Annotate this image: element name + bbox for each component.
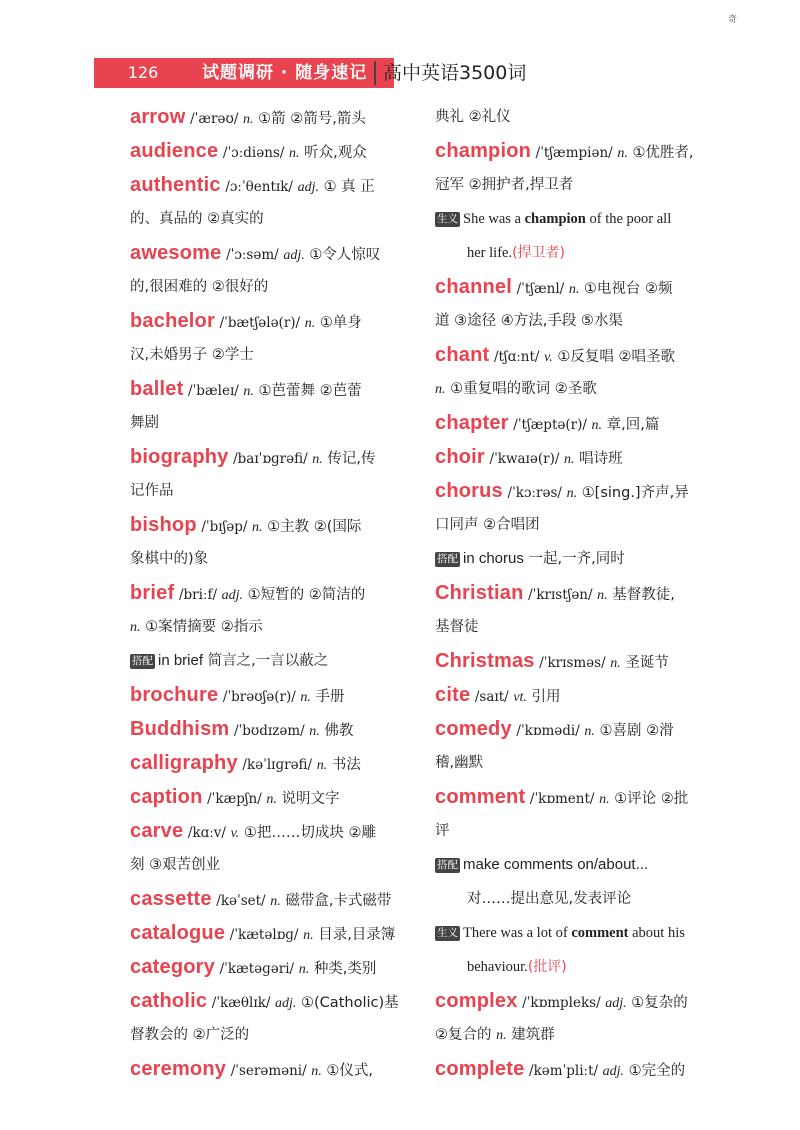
page-number: 126: [127, 63, 159, 82]
definition: ①喜剧 ②滑: [599, 723, 674, 739]
phonetic: /ˈserəməni/: [230, 1063, 307, 1079]
word-entry: [130, 134, 415, 168]
part-of-speech: n.: [311, 1064, 322, 1079]
definition-continued: 典礼 ②礼仪: [435, 109, 511, 125]
definition-continued: 的、真品的 ②真实的: [130, 211, 264, 227]
phonetic: /ˈbætʃələ(r)/: [219, 315, 301, 331]
definition: 手册: [315, 689, 345, 705]
book-title: 高中英语3500词: [383, 62, 527, 84]
phonetic: /ˈbrəʊʃə(r)/: [222, 689, 296, 705]
part-of-speech: n.: [270, 894, 281, 909]
headword: catholic: [130, 990, 208, 1012]
part-of-speech: n.: [289, 146, 300, 161]
headword: arrow: [130, 106, 186, 128]
phonetic: /kəˈset/: [216, 893, 266, 909]
part-of-speech: n.: [316, 758, 328, 773]
example-line: [435, 916, 730, 950]
word-entry: [435, 984, 730, 1018]
part-of-speech: n.: [564, 452, 575, 467]
part-of-speech: n.: [303, 928, 314, 943]
definition: ①箭 ②箭号,箭头: [258, 111, 366, 127]
word-entry: [130, 100, 415, 134]
headword: caption: [130, 786, 203, 808]
word-entry: [435, 576, 730, 610]
word-entry: [130, 1052, 415, 1086]
phonetic: /kɑːv/: [187, 825, 226, 841]
definition: 引用: [531, 689, 561, 705]
word-entry: [130, 814, 415, 848]
entry-line: [130, 202, 415, 236]
definition: ①主教 ②(国际: [267, 519, 362, 535]
headword: complete: [435, 1058, 525, 1080]
headword: chapter: [435, 412, 509, 434]
word-entry: [130, 372, 415, 406]
part-of-speech: adj.: [602, 1064, 625, 1079]
phonetic: /tʃɑːnt/: [493, 349, 540, 365]
entry-line: [130, 406, 415, 440]
extended-meaning-tag: 生义: [437, 213, 458, 225]
headword: biography: [130, 446, 229, 468]
example-keyword: comment: [571, 925, 629, 941]
headword: channel: [435, 276, 512, 298]
phonetic: /ˈbʊdɪzəm/: [233, 723, 305, 739]
definition: ①单身: [319, 315, 362, 331]
entry-line: [130, 474, 415, 508]
headword: champion: [435, 140, 532, 162]
phonetic: /ˈtʃænl/: [516, 281, 565, 297]
phonetic: /ˈkɒmədi/: [516, 723, 580, 739]
part-of-speech: n.: [312, 452, 323, 467]
part-of-speech: n.: [599, 792, 610, 807]
definition-continued: 记作品: [130, 483, 174, 499]
word-entry: [435, 1052, 730, 1086]
word-entry: [435, 338, 730, 372]
part-of-speech: n.: [597, 588, 608, 603]
definition: 章,回,篇: [606, 417, 660, 433]
headword: ballet: [130, 378, 184, 400]
definition: ①令人惊叹: [309, 247, 381, 263]
word-entry: [435, 270, 730, 304]
headword: authentic: [130, 174, 221, 196]
phonetic: /ˈkɒment/: [529, 791, 595, 807]
definition: 书法: [331, 757, 361, 773]
series-title: 试题调研 · 随身速记: [202, 63, 368, 83]
example-text: There was a lot of: [463, 925, 572, 941]
definition: ①仪式,: [326, 1063, 374, 1079]
collocation-tag: 搭配: [437, 553, 458, 565]
definition: ①完全的: [628, 1063, 686, 1079]
definition-continued: 评: [435, 823, 450, 839]
part-of-speech: adj.: [221, 588, 244, 603]
word-entry: [130, 304, 415, 338]
corner-mark: 奇: [728, 15, 738, 25]
word-entry: [130, 950, 415, 984]
headword: choir: [435, 446, 485, 468]
collocation-phrase: in chorus: [463, 550, 524, 567]
part-of-speech: n.: [130, 620, 141, 635]
header-divider: [374, 61, 376, 85]
word-entry: [130, 984, 415, 1018]
phonetic: /kəmˈpliːt/: [529, 1063, 599, 1079]
phonetic: /ˈkɒmpleks/: [522, 995, 601, 1011]
collocation-line: [130, 644, 415, 678]
definition: 听众,观众: [304, 145, 367, 161]
part-of-speech: n.: [300, 690, 311, 705]
collocation-gloss: 简言之,一言以蔽之: [207, 653, 329, 669]
phonetic: /ˈkrɪstʃən/: [528, 587, 593, 603]
entry-line: [130, 542, 415, 576]
headword: audience: [130, 140, 219, 162]
word-entry: [435, 406, 730, 440]
headword: category: [130, 956, 215, 978]
entry-line: [435, 100, 730, 134]
word-entry: [435, 134, 730, 168]
definition-continued: 对……提出意见,发表评论: [467, 891, 632, 907]
definition-continued: 刻 ③艰苦创业: [130, 857, 221, 873]
definition-continued: 汉,未婚男子 ②学士: [130, 347, 254, 363]
word-entry: [435, 474, 730, 508]
definition: 种类,类别: [313, 961, 377, 977]
entry-line: [130, 610, 415, 644]
phonetic: /ɔːˈθentɪk/: [225, 179, 293, 195]
entry-line: [130, 270, 415, 304]
definition: 唱诗班: [579, 451, 623, 467]
entry-line: [130, 848, 415, 882]
definition: ①反复唱 ②唱圣歌: [557, 349, 675, 365]
right-column: [435, 100, 730, 1086]
definition-continued: 冠军 ②拥护者,捍卫者: [435, 177, 574, 193]
phonetic: /ˈkætəɡəri/: [219, 961, 295, 977]
definition: ①优胜者,: [632, 145, 694, 161]
entry-line: [435, 508, 730, 542]
example-text: behaviour.: [467, 959, 528, 975]
headword: bishop: [130, 514, 197, 536]
part-of-speech: adj.: [605, 996, 627, 1011]
definition-continued: ②复合的: [435, 1027, 492, 1043]
headword: Christian: [435, 582, 524, 604]
definition-continued: ①重复唱的歌词 ②圣歌: [450, 381, 597, 397]
definition: 目录,目录簿: [318, 927, 396, 943]
definition-continued: 口同声 ②合唱团: [435, 517, 540, 533]
word-entry: [130, 678, 415, 712]
example-sentence: [463, 211, 671, 227]
entry-line: [435, 168, 730, 202]
part-of-speech: vt.: [513, 690, 527, 705]
definition: 说明文字: [281, 791, 340, 807]
part-of-speech: n.: [435, 382, 446, 397]
part-of-speech: n.: [610, 656, 621, 671]
word-entry: [130, 508, 415, 542]
headword: comedy: [435, 718, 512, 740]
example-line: [435, 236, 730, 270]
definition-continued: 稽,幽默: [435, 755, 484, 771]
example-keyword: champion: [524, 211, 586, 227]
part-of-speech: n.: [298, 962, 310, 977]
part-of-speech: n.: [617, 146, 628, 161]
example-text: She was a: [463, 211, 525, 227]
phonetic: /ˈkæpʃn/: [207, 791, 262, 807]
phonetic: /ˈærəʊ/: [190, 111, 239, 127]
collocation-tag: 搭配: [132, 655, 153, 667]
definition: 磁带盒,卡式磁带: [285, 893, 392, 909]
collocation-line: [435, 848, 730, 882]
headword: catalogue: [130, 922, 226, 944]
phonetic: /kəˈlɪɡrəfi/: [242, 757, 313, 773]
phonetic: /ˈkæθlɪk/: [211, 995, 271, 1011]
example-text: about his: [628, 925, 685, 941]
entry-line: [435, 882, 730, 916]
word-entry: [435, 440, 730, 474]
collocation-gloss: 一起,一齐,同时: [528, 551, 625, 567]
definition: 圣诞节: [625, 655, 669, 671]
part-of-speech: adj.: [283, 248, 305, 263]
part-of-speech: n.: [568, 282, 580, 297]
part-of-speech: n.: [243, 112, 254, 127]
entry-line: [435, 304, 730, 338]
entry-line: [130, 1018, 415, 1052]
part-of-speech: n.: [252, 520, 263, 535]
part-of-speech: v.: [230, 826, 240, 841]
phonetic: /ˈtʃæmpiən/: [535, 145, 613, 161]
definition-continued: 道 ③途径 ④方法,手段 ⑤水渠: [435, 313, 623, 329]
example-text: her life.: [467, 245, 513, 261]
collocation-phrase: in brief: [158, 652, 204, 669]
example-text: of the poor all: [585, 211, 672, 227]
part-of-speech: n.: [243, 384, 254, 399]
headword: cassette: [130, 888, 212, 910]
definition: 建筑群: [511, 1027, 555, 1043]
phonetic: /ˈtʃæptə(r)/: [513, 417, 587, 433]
word-entry: [130, 236, 415, 270]
part-of-speech: n.: [304, 316, 316, 331]
phonetic: /saɪt/: [474, 689, 509, 705]
headword: Christmas: [435, 650, 535, 672]
phonetic: /baɪˈɒɡrəfi/: [233, 451, 308, 467]
example-sentence: [463, 925, 685, 941]
definition-continued: 基督徒: [435, 619, 479, 635]
definition: 基督教徒,: [612, 587, 675, 603]
page-header: [0, 58, 800, 92]
headword: brief: [130, 582, 175, 604]
collocation-line: [435, 542, 730, 576]
part-of-speech: n.: [584, 724, 595, 739]
headword: brochure: [130, 684, 219, 706]
headword: comment: [435, 786, 526, 808]
phonetic: /ˈkrɪsməs/: [539, 655, 606, 671]
example-line: [435, 202, 730, 236]
word-entry: [435, 644, 730, 678]
definition: 传记,传: [327, 451, 376, 467]
definition: ①[sing.]齐声,异: [581, 485, 689, 501]
phonetic: /ˈkɔːrəs/: [507, 485, 562, 501]
definition: ①芭蕾舞 ②芭蕾: [258, 383, 362, 399]
definition: ①短暂的 ②简洁的: [247, 587, 366, 603]
phonetic: /ˈɔːdiəns/: [222, 145, 285, 161]
word-entry: [435, 678, 730, 712]
meaning-note: (批评): [527, 959, 567, 975]
entry-line: [130, 338, 415, 372]
word-entry: [435, 780, 730, 814]
definition: ①电视台 ②频: [583, 281, 673, 297]
headword: awesome: [130, 242, 222, 264]
word-entry: [435, 712, 730, 746]
meaning-note: (捍卫者): [512, 245, 566, 261]
definition: ① 真 正: [323, 179, 375, 195]
part-of-speech: n.: [309, 724, 320, 739]
definition-continued: 的,很困难的 ②很好的: [130, 279, 269, 295]
part-of-speech: adj.: [297, 180, 319, 195]
entry-line: [435, 746, 730, 780]
definition-continued: 舞剧: [130, 415, 159, 431]
phonetic: /ˈɔːsəm/: [226, 247, 279, 263]
headword: cite: [435, 684, 471, 706]
definition: ①(Catholic)基: [301, 995, 399, 1011]
word-entry: [130, 780, 415, 814]
word-entry: [130, 440, 415, 474]
headword: carve: [130, 820, 184, 842]
left-column: [130, 100, 415, 1086]
part-of-speech: n.: [591, 418, 603, 433]
headword: calligraphy: [130, 752, 238, 774]
part-of-speech: v.: [544, 350, 553, 365]
headword: chant: [435, 344, 490, 366]
headword: complex: [435, 990, 518, 1012]
definition: ①把……切成块 ②雕: [243, 825, 377, 841]
entry-line: [435, 610, 730, 644]
definition-continued: 象棋中的)象: [130, 551, 209, 567]
phonetic: /ˈbæleɪ/: [188, 383, 239, 399]
part-of-speech: n.: [566, 486, 578, 501]
headword: bachelor: [130, 310, 215, 332]
entry-line: [435, 1018, 730, 1052]
phonetic: /ˈbɪʃəp/: [201, 519, 248, 535]
word-entry: [130, 576, 415, 610]
part-of-speech: n.: [496, 1028, 507, 1043]
collocation-tag: 搭配: [437, 859, 458, 871]
part-of-speech: adj.: [275, 996, 297, 1011]
definition: ①复杂的: [631, 995, 688, 1011]
phonetic: /ˈkwaɪə(r)/: [489, 451, 560, 467]
definition: 佛教: [324, 723, 354, 739]
word-entry: [130, 168, 415, 202]
definition: ①评论 ②批: [614, 791, 689, 807]
word-entry: [130, 916, 415, 950]
entry-line: [435, 372, 730, 406]
part-of-speech: n.: [266, 792, 277, 807]
word-entry: [130, 712, 415, 746]
headword: ceremony: [130, 1058, 227, 1080]
word-entry: [130, 882, 415, 916]
extended-meaning-tag: 生义: [437, 927, 458, 939]
entry-line: [435, 814, 730, 848]
definition-continued: ①案情摘要 ②指示: [145, 619, 263, 635]
headword: Buddhism: [130, 718, 230, 740]
word-entry: [130, 746, 415, 780]
phonetic: /briːf/: [178, 587, 218, 603]
phonetic: /ˈkætəlɒɡ/: [229, 927, 299, 943]
definition-continued: 督教会的 ②广泛的: [130, 1027, 250, 1043]
example-line: [435, 950, 730, 984]
collocation-phrase: make comments on/about...: [463, 856, 649, 873]
headword: chorus: [435, 480, 503, 502]
